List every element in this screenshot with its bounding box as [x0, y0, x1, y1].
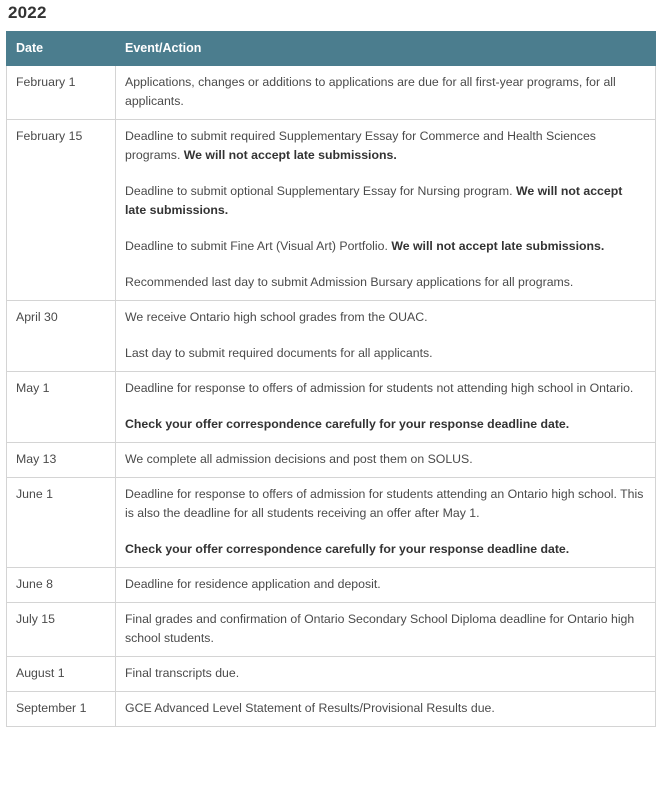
- row-date: June 8: [7, 568, 116, 603]
- table-header-row: [7, 32, 656, 66]
- event-paragraph: [125, 664, 646, 683]
- row-event: [116, 603, 656, 657]
- event-text: Recommended last day to submit Admission Bursary applications for all programs.: [125, 275, 574, 289]
- table-row: [7, 443, 656, 478]
- table-row: [7, 568, 656, 603]
- table-row: [7, 692, 656, 727]
- table-row: [7, 66, 656, 120]
- column-header-event: Event/Action: [116, 32, 656, 66]
- table-row: [7, 372, 656, 443]
- table-row: [7, 657, 656, 692]
- row-date: February 15: [7, 120, 116, 301]
- row-date: May 1: [7, 372, 116, 443]
- event-paragraph: [125, 273, 646, 292]
- row-event: [116, 443, 656, 478]
- event-paragraph: [125, 237, 646, 256]
- event-paragraph: [125, 485, 646, 523]
- event-paragraph: [125, 308, 646, 327]
- event-paragraph: [125, 575, 646, 594]
- event-bold-note: We will not accept late submissions.: [391, 239, 605, 253]
- row-event: [116, 657, 656, 692]
- row-date: February 1: [7, 66, 116, 120]
- event-paragraph: [125, 610, 646, 648]
- event-text: Final grades and confirmation of Ontario Secondary School Diploma deadline for Ontario high school students.: [125, 612, 635, 645]
- row-event: [116, 301, 656, 372]
- event-text: Deadline for response to offers of admission for students not attending high school in Ontario.: [125, 381, 634, 395]
- event-paragraph: [125, 540, 646, 559]
- event-text: Deadline to submit optional Supplementary Essay for Nursing program.: [125, 184, 513, 198]
- event-paragraph: [125, 127, 646, 165]
- event-paragraph: [125, 344, 646, 363]
- event-text: GCE Advanced Level Statement of Results/Provisional Results due.: [125, 701, 495, 715]
- event-paragraph: [125, 415, 646, 434]
- row-date: July 15: [7, 603, 116, 657]
- event-text: Deadline to submit required Supplementary Essay for Commerce and Health Sciences programs.: [125, 129, 596, 162]
- event-bold-note: We will not accept late submissions.: [183, 148, 397, 162]
- row-event: [116, 478, 656, 568]
- event-text: Deadline for residence application and deposit.: [125, 577, 381, 591]
- row-date: May 13: [7, 443, 116, 478]
- event-text: Final transcripts due.: [125, 666, 240, 680]
- event-paragraph: [125, 450, 646, 469]
- event-text: We receive Ontario high school grades from the OUAC.: [125, 310, 428, 324]
- row-event: [116, 66, 656, 120]
- table-row: [7, 120, 656, 301]
- event-text: We complete all admission decisions and post them on SOLUS.: [125, 452, 473, 466]
- event-text: Deadline for response to offers of admission for students attending an Ontario high school. This is also the deadline for all students receiving an offer after May 1.: [125, 487, 644, 520]
- year-heading: 2022: [8, 3, 47, 22]
- row-date: April 30: [7, 301, 116, 372]
- table-row: [7, 301, 656, 372]
- column-header-date: Date: [7, 32, 116, 66]
- admission-dates-table: [6, 31, 656, 727]
- row-event: [116, 568, 656, 603]
- event-text: Deadline to submit Fine Art (Visual Art) Portfolio.: [125, 239, 388, 253]
- row-date: September 1: [7, 692, 116, 727]
- row-date: August 1: [7, 657, 116, 692]
- table-row: [7, 478, 656, 568]
- event-paragraph: [125, 73, 646, 111]
- table-row: [7, 603, 656, 657]
- event-text: Applications, changes or additions to applications are due for all first-year programs, for all applicants.: [125, 75, 616, 108]
- event-paragraph: [125, 699, 646, 718]
- event-text: Last day to submit required documents for all applicants.: [125, 346, 433, 360]
- event-bold-note: Check your offer correspondence carefully for your response deadline date.: [125, 417, 570, 431]
- row-date: June 1: [7, 478, 116, 568]
- event-paragraph: [125, 182, 646, 220]
- event-paragraph: [125, 379, 646, 398]
- row-event: [116, 692, 656, 727]
- event-bold-note: We will not accept late submissions.: [125, 184, 623, 217]
- row-event: [116, 120, 656, 301]
- event-bold-note: Check your offer correspondence carefully for your response deadline date.: [125, 542, 570, 556]
- row-event: [116, 372, 656, 443]
